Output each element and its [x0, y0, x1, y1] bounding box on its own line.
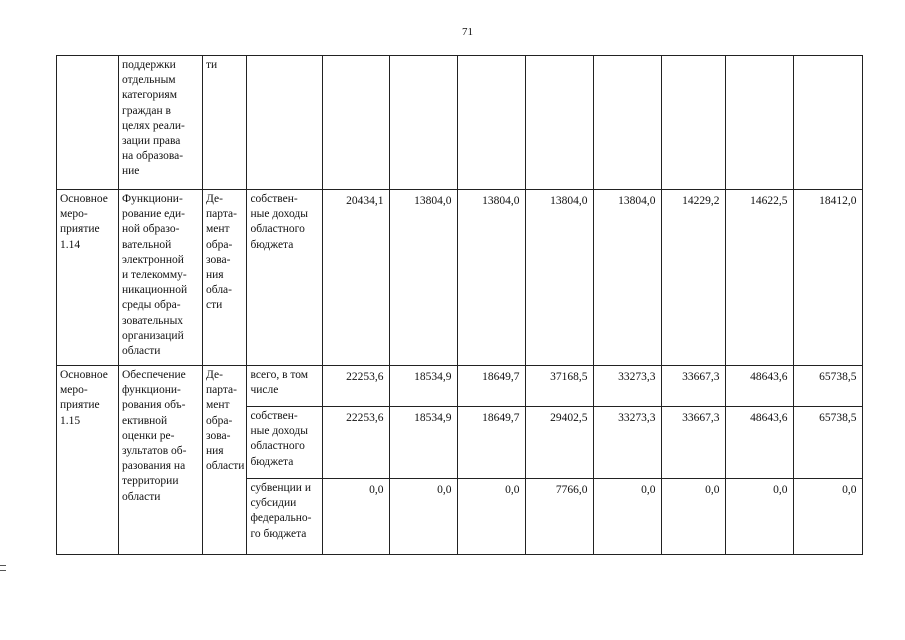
value-cell: [794, 56, 863, 190]
value-cell: [726, 56, 794, 190]
activity-id-cell: [57, 56, 119, 190]
value-cell: 0,0: [323, 479, 390, 555]
page-number: 71: [462, 26, 473, 38]
value-cell: 14229,2: [662, 190, 726, 366]
value-cell: 13804,0: [594, 190, 662, 366]
value-cell: 48643,6: [726, 407, 794, 479]
value-cell: 33667,3: [662, 366, 726, 407]
value-cell: 14622,5: [726, 190, 794, 366]
value-cell: 33667,3: [662, 407, 726, 479]
executor-cell: Де- парта- мент обра- зова- ния области: [203, 366, 247, 555]
value-cell: [323, 56, 390, 190]
funding-source-cell: собствен- ные доходы областного бюджета: [247, 190, 323, 366]
value-cell: 37168,5: [526, 366, 594, 407]
funding-source-cell: субвенции и субсидии федерально- го бюджета: [247, 479, 323, 555]
value-cell: 0,0: [594, 479, 662, 555]
funding-source-cell: всего, в том числе: [247, 366, 323, 407]
activity-name-cell: поддержки отдельным категориям граждан в целях реали- зации права на образова- ние: [119, 56, 203, 190]
table-row: [57, 56, 863, 190]
value-cell: 20434,1: [323, 190, 390, 366]
value-cell: 0,0: [726, 479, 794, 555]
value-cell: 18649,7: [458, 366, 526, 407]
activity-name-cell: Обеспечение функциони- рования объ- ективной оценки ре- зультатов об- разования на территории области: [119, 366, 203, 555]
value-cell: 18649,7: [458, 407, 526, 479]
value-cell: 13804,0: [526, 190, 594, 366]
value-cell: 0,0: [662, 479, 726, 555]
value-cell: 13804,0: [390, 190, 458, 366]
value-cell: 22253,6: [323, 407, 390, 479]
value-cell: 22253,6: [323, 366, 390, 407]
table-row: [57, 366, 863, 407]
value-cell: 18412,0: [794, 190, 863, 366]
executor-cell: ти: [203, 56, 247, 190]
value-cell: 0,0: [390, 479, 458, 555]
program-activities-table: [56, 55, 863, 555]
value-cell: 29402,5: [526, 407, 594, 479]
activity-name-cell: Функциони- рование еди- ной образо- вательной электронной и телекомму- никационной среды обра- зовательных организаций области: [119, 190, 203, 366]
value-cell: [526, 56, 594, 190]
scan-edge-mark: [0, 565, 6, 571]
value-cell: 33273,3: [594, 366, 662, 407]
value-cell: 18534,9: [390, 366, 458, 407]
value-cell: 0,0: [794, 479, 863, 555]
executor-cell: Де- парта- мент обра- зова- ния обла- сти: [203, 190, 247, 366]
value-cell: 33273,3: [594, 407, 662, 479]
value-cell: 65738,5: [794, 407, 863, 479]
funding-source-cell: [247, 56, 323, 190]
value-cell: [662, 56, 726, 190]
value-cell: 13804,0: [458, 190, 526, 366]
funding-source-cell: собствен- ные доходы областного бюджета: [247, 407, 323, 479]
value-cell: 0,0: [458, 479, 526, 555]
value-cell: 65738,5: [794, 366, 863, 407]
value-cell: [390, 56, 458, 190]
table-row: [57, 190, 863, 366]
value-cell: [458, 56, 526, 190]
value-cell: [594, 56, 662, 190]
value-cell: 7766,0: [526, 479, 594, 555]
activity-id-cell: Основное меро- приятие 1.15: [57, 366, 119, 555]
value-cell: 18534,9: [390, 407, 458, 479]
activity-id-cell: Основное меро- приятие 1.14: [57, 190, 119, 366]
value-cell: 48643,6: [726, 366, 794, 407]
